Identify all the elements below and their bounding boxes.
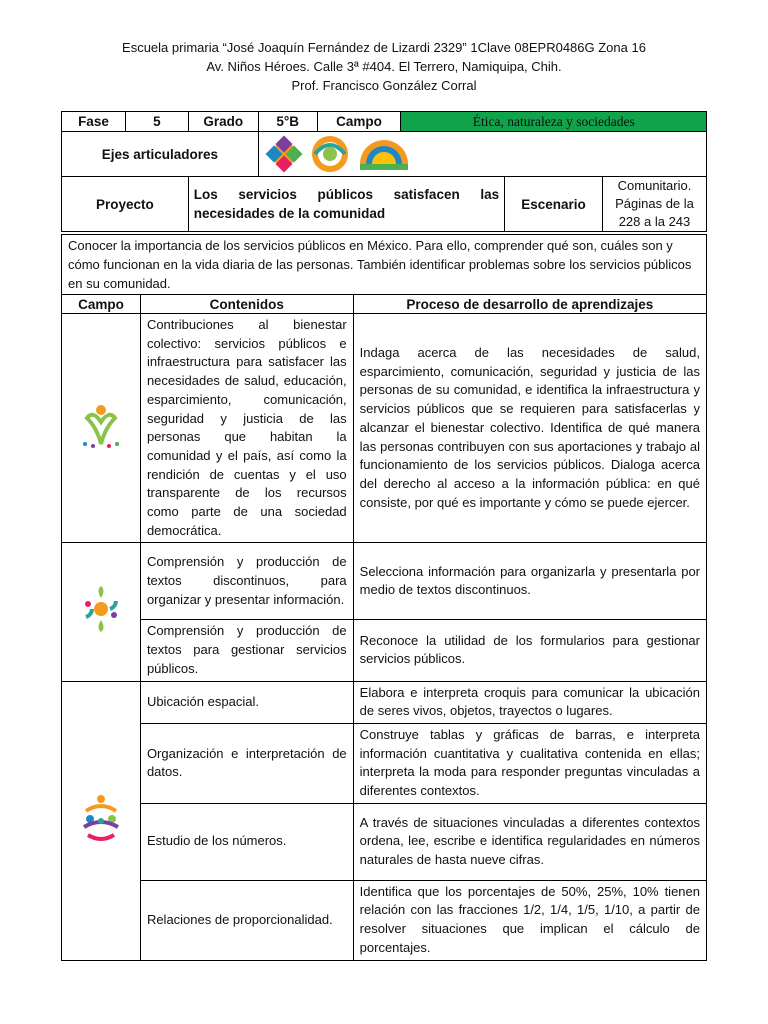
campo-label: Campo: [317, 112, 401, 132]
etica-naturaleza-icon: [79, 400, 123, 450]
eje-interculturalidad-icon: [310, 134, 350, 174]
header-proceso: Proceso de desarrollo de aprendizajes: [353, 295, 706, 314]
contenido-cell: Organización e interpretación de datos.: [140, 723, 353, 803]
proceso-cell: Identifica que los porcentajes de 50%, 25%, 10% tienen relación con las fracciones 1/2, 1/4, 1/5, 1/10, a partir de resolver situaciones que implican el cálculo de porcentajes.: [353, 880, 706, 960]
proyecto-label: Proyecto: [62, 177, 189, 232]
table-row: [62, 620, 707, 681]
contenido-cell: Comprensión y producción de textos para gestionar servicios públicos.: [140, 620, 353, 681]
proceso-cell: Reconoce la utilidad de los formularios para gestionar servicios públicos.: [353, 620, 706, 681]
contenido-cell: Estudio de los números.: [140, 803, 353, 880]
info-table: [61, 111, 707, 232]
ejes-label: Ejes articuladores: [62, 132, 259, 177]
campo-icon-cell: [62, 681, 141, 960]
objetivo-text: Conocer la importancia de los servicios públicos en México. Para ello, comprender qué son, cuáles son y cómo funcionan en la vida diaria de las personas. También identificar problemas sobre los servicios públicos en su comunidad.: [62, 235, 707, 295]
fase-value: 5: [125, 112, 188, 132]
school-name: Escuela primaria “José Joaquín Fernández de Lizardi 2329” 1Clave 08EPR0486G Zona 16: [122, 40, 646, 55]
table-row: [62, 314, 707, 543]
school-header: [0, 38, 768, 95]
proceso-cell: Construye tablas y gráficas de barras, e interpreta información cuantitativa y cualitativa contenida en ellas; interpreta la moda para responder preguntas vinculadas a diferentes contextos.: [353, 723, 706, 803]
campo-icon-cell: [62, 543, 141, 681]
proceso-cell: Selecciona información para organizarla y presentarla por medio de textos discontinuos.: [353, 543, 706, 620]
proceso-cell: A través de situaciones vinculadas a diferentes contextos ordena, lee, escribe e identifica regularidades en números naturales de hasta nueve cifras.: [353, 803, 706, 880]
campo-icon-cell: [62, 314, 141, 543]
table-row: [62, 723, 707, 803]
grado-label: Grado: [188, 112, 258, 132]
lenguajes-icon: [78, 584, 124, 634]
grado-value: 5°B: [258, 112, 317, 132]
contenido-cell: Contribuciones al bienestar colectivo: servicios públicos e infraestructura para satisfacer las necesidades de salud, educación, esparcimiento, comunicación, seguridad y justicia de las personas que habitan la comunidad y el país, así como la rendición de cuentas y el uso transparente de los recursos como parte de una sociedad democrática.: [140, 314, 353, 543]
escenario-label: Escenario: [505, 177, 603, 232]
proyecto-value: Los servicios públicos satisfacen las necesidades de la comunidad: [188, 177, 504, 232]
saberes-pensamiento-icon: [78, 791, 124, 845]
eje-inclusion-icon: [264, 134, 304, 174]
table-row: [62, 880, 707, 960]
eje-artes-icon: [356, 134, 412, 174]
school-address: Av. Niños Héroes. Calle 3ª #404. El Terrero, Namiquipa, Chih.: [206, 59, 562, 74]
campo-value: Ética, naturaleza y sociedades: [401, 112, 707, 132]
contenido-cell: Ubicación espacial.: [140, 681, 353, 723]
proceso-cell: Indaga acerca de las necesidades de salud, esparcimiento, comunicación, seguridad y justicia de las personas de su comunidad, e identifica la infraestructura y servicios públicos que se requieren para satisfacerlas y alcanzar el bienestar colectivo. Identifica de qué manera las personas contribuyen con sus aportaciones y trabajo al funcionamiento de los servicios públicos. Dialoga acerca del derecho al acceso a la información pública: en qué consiste, por qué es importante y cómo se puede ejercer.: [353, 314, 706, 543]
table-row: [62, 543, 707, 620]
escenario-value: Comunitario. Páginas de la 228 a la 243: [603, 177, 707, 232]
header-campo: Campo: [62, 295, 141, 314]
plan-table: [61, 234, 707, 961]
header-contenidos: Contenidos: [140, 295, 353, 314]
table-row: [62, 803, 707, 880]
teacher-name: Prof. Francisco González Corral: [291, 78, 477, 93]
contenido-cell: Relaciones de proporcionalidad.: [140, 880, 353, 960]
contenido-cell: Comprensión y producción de textos discontinuos, para organizar y presentar información.: [140, 543, 353, 620]
fase-label: Fase: [62, 112, 126, 132]
ejes-icons: [258, 132, 706, 177]
proceso-cell: Elabora e interpreta croquis para comunicar la ubicación de seres vivos, objetos, trayectos o lugares.: [353, 681, 706, 723]
table-row: [62, 681, 707, 723]
